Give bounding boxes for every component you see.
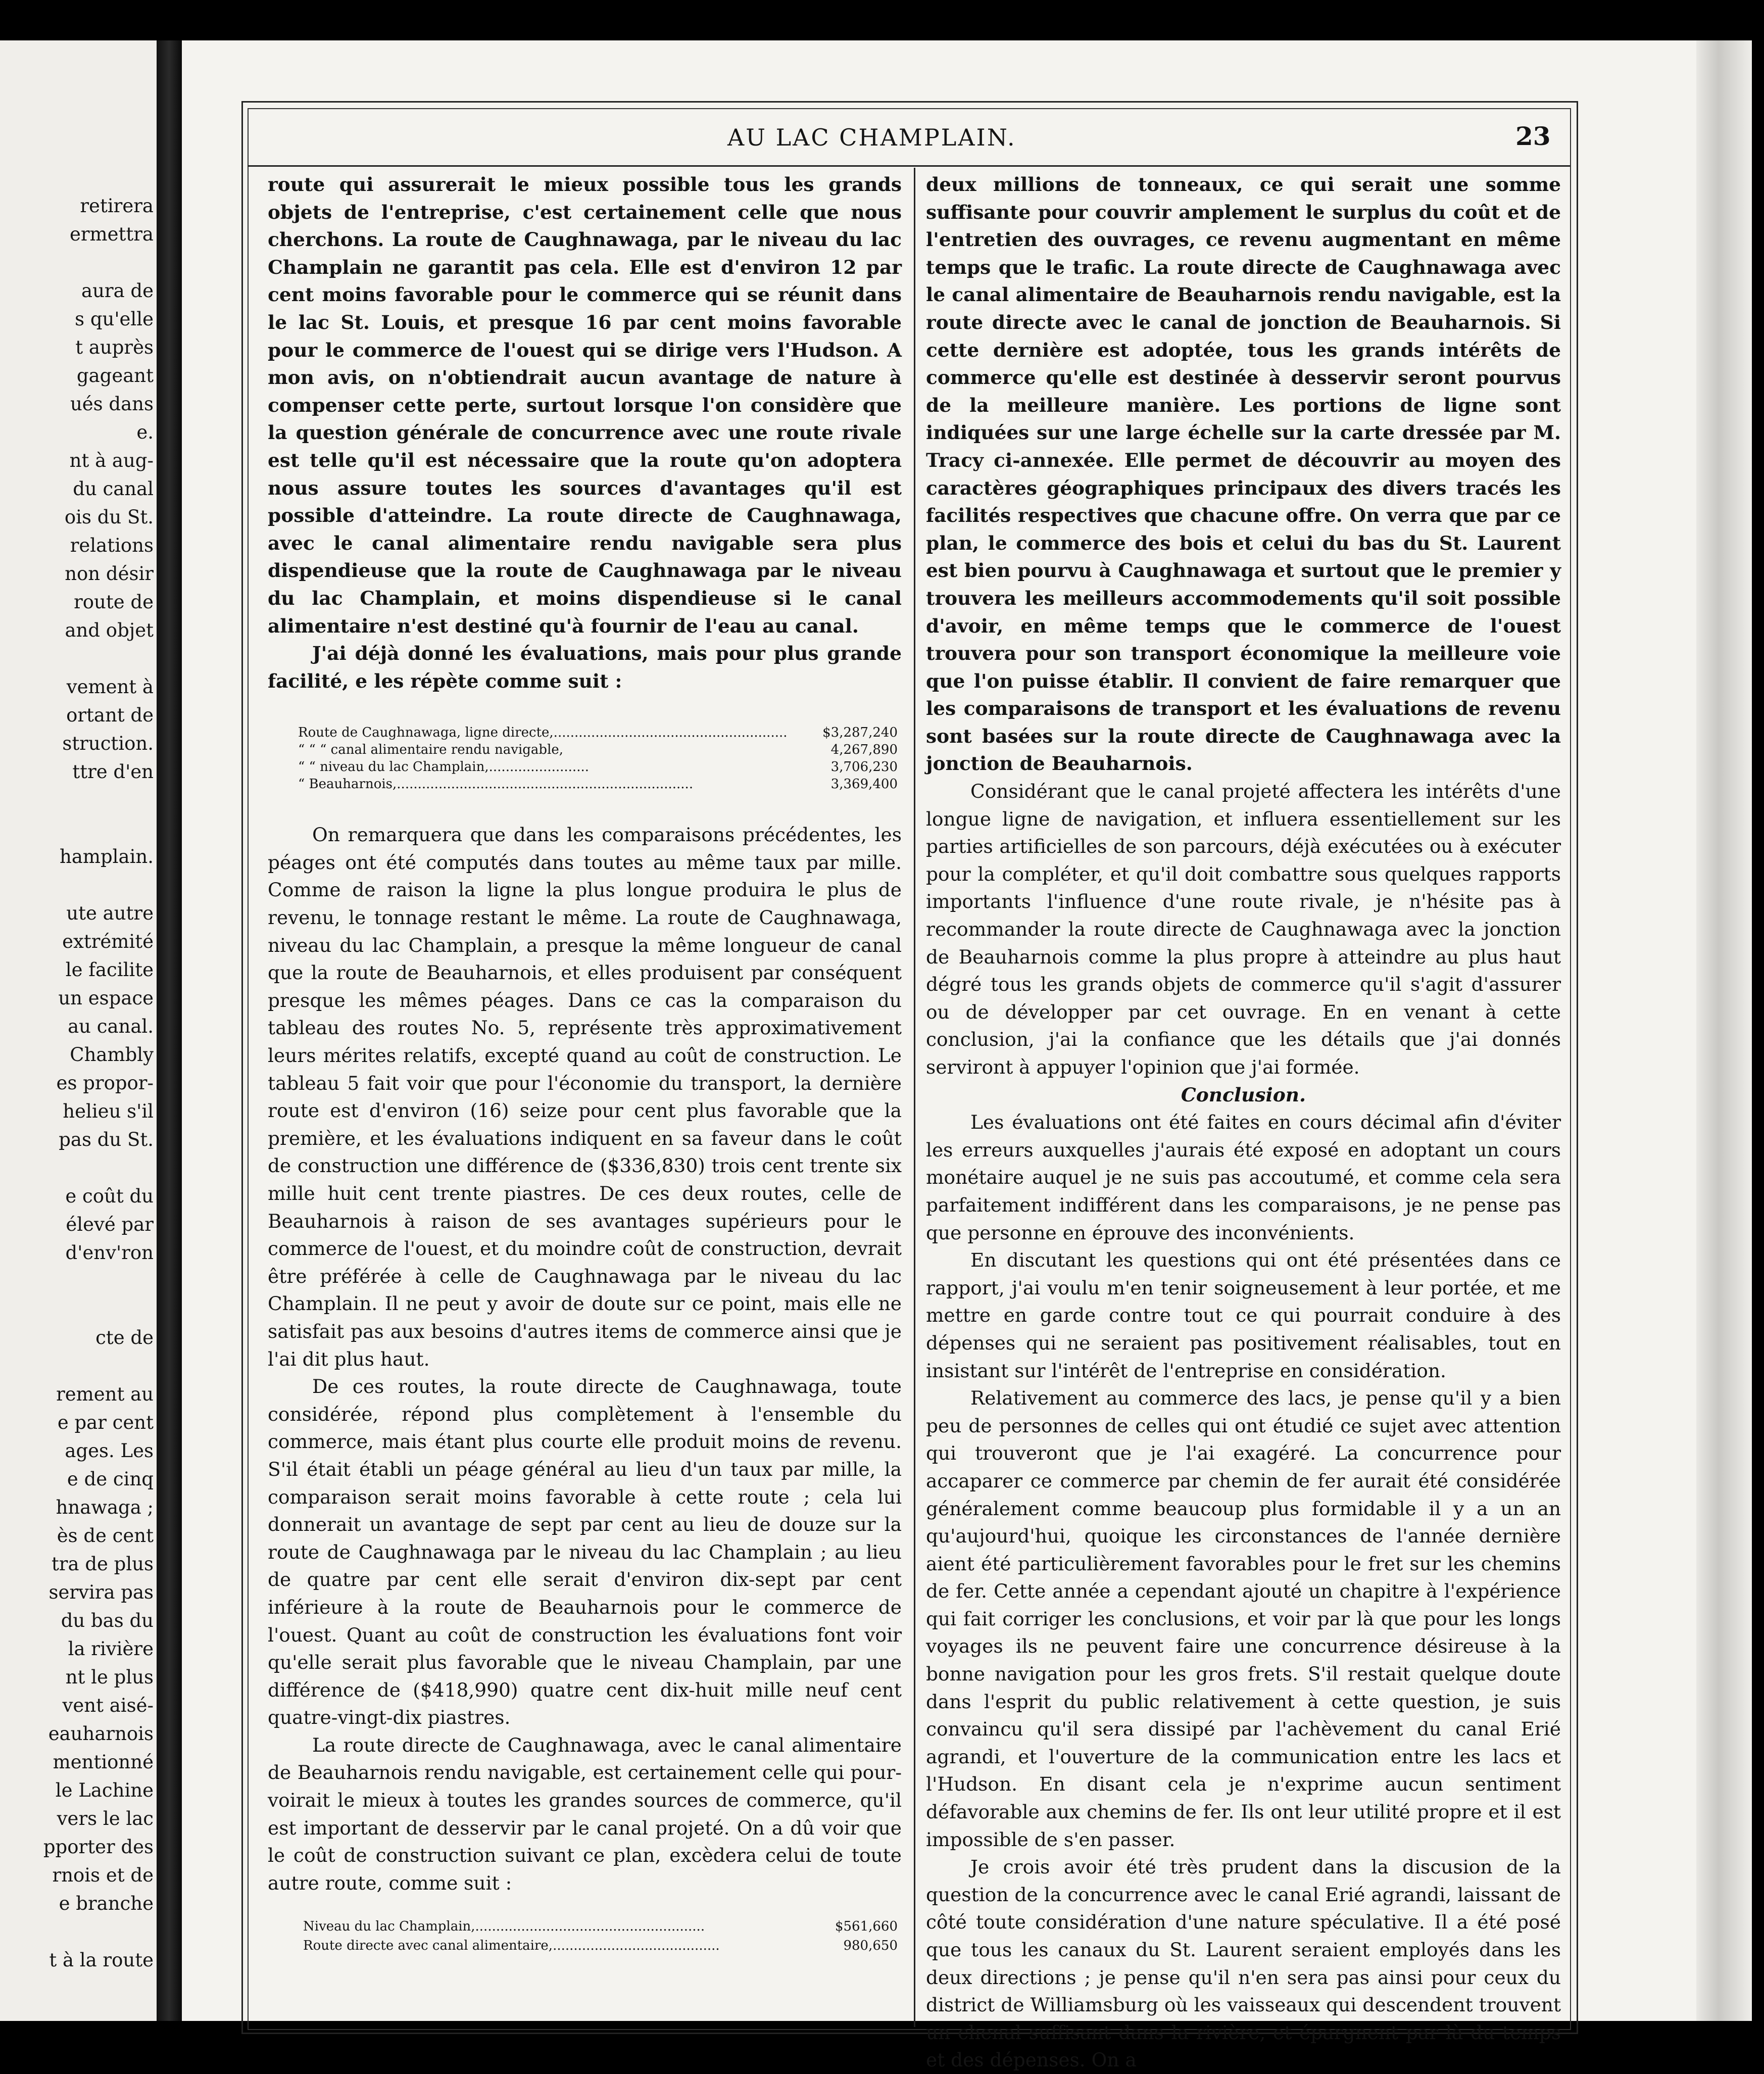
- facing-page-text: helieu s'il: [63, 1100, 154, 1122]
- facing-page-text: du bas du: [61, 1610, 154, 1631]
- facing-page-fragment: [0, 40, 157, 2021]
- table-row: [303, 1917, 902, 1936]
- facing-page-text: vement à: [66, 676, 154, 698]
- table-value: 980,650: [843, 1938, 898, 1954]
- page: [182, 40, 1696, 2071]
- facing-page-text: élevé par: [66, 1214, 154, 1235]
- paragraph: Relativement au commerce des lacs, je pense qu'il y a bien peu de personnes de celles qui ont étudié ce sujet avec attention qui trouveront que je l'ai exagéré. La concurrence pour accaparer ce commerce par chemin de fer aurait été considérée généralement comme beaucoup plus formidable il y a un an qu'aujourd'hui, quoique les circonstances de l'année dernière aient été particulièrement favorables pour le fret sur les chemins de fer. Cette année a cependant ajouté un chapitre à l'expérience qui fait corriger les conclusions, et voir par là que pour les longs voyages ils ne peuvent faire une concurrence désireuse à la bonne navigation pour les gros frets. S'il restait quelque doute dans l'esprit du public relativement à cette question, je suis convaincu qu'il sera dissipé par l'achèvement du canal Erié agrandi, et l'ouverture de la communication entre les lacs et l'Hudson. En disant cela je n'exprime aucun sentiment défavorable aux chemins de fer. Ils ont leur utilité propre et il est impossible de s'en passer.: [926, 1387, 1561, 1851]
- facing-page-text: non désir: [65, 563, 154, 585]
- paragraph: Les évaluations ont été faites en cours décimal afin d'éviter les erreurs auxquelles j'aurais été exposé en adoptant un cours monétaire auquel je ne suis pas accoutumé, et comme cela sera parfaitement indifférent dans les comparaisons, je ne pense pas que personne en éprouve des inconvénients.: [926, 1111, 1561, 1244]
- facing-page-text: cte de: [95, 1327, 154, 1348]
- table-row: [298, 741, 902, 758]
- facing-page-text: struction.: [62, 733, 154, 754]
- paragraph: La route directe de Caughnawaga, avec le canal alimentaire de Beauharnois rendu navigable, est certainement celle qui pourvoirait le mieux à toutes les grandes sources de commerce, qu'il est important de desservir par le canal projeté. On a dû voir que le coût de construction suivant ce plan, excèdera celui de toute autre route, comme suit :: [268, 1733, 902, 1894]
- right-column: [926, 171, 1561, 2074]
- facing-page-text: and objet: [65, 619, 154, 641]
- facing-page-text: un espace: [58, 987, 154, 1009]
- facing-page-text: d'env'ron: [65, 1242, 154, 1264]
- facing-page-text: Chambly: [70, 1044, 154, 1066]
- facing-page-text: e.: [136, 421, 154, 443]
- facing-page-text: du canal: [73, 478, 154, 500]
- facing-page-text: rnois et de: [52, 1864, 154, 1886]
- section-heading: Conclusion.: [1181, 1083, 1306, 1106]
- paragraph: route qui assurerait le mieux possible tous les grands objets de l'entreprise, c'est certainement celle que nous cherchons. La route de Caughnawaga, par le niveau du lac Champlain ne garantit pas cela. Elle est d'environ 12 par cent moins favorable pour le commerce qui se réunit dans le lac St. Louis, et presque 16 par cent moins favorable pour le commerce de l'ouest qui se dirige vers l'Hudson. A mon avis, on n'obtiendrait aucun avantage de nature à compenser cette perte, surtout lorsque l'on considère que la question générale de concurrence avec une route rivale est telle qu'il est nécessaire que la route qu'on adoptera nous assure toutes les sources d'avantages qu'il est possible d'atteindre. La route directe de Caughnawaga, avec le canal alimentaire rendu navigable sera plus dispendieuse que la route de Caughnawaga par le niveau du lac Champlain, et moins dispendieuse si le canal alimentaire n'est destiné qu'à fournir de l'eau au canal.: [268, 173, 902, 637]
- table-label: Route directe avec canal alimentaire,........................................: [303, 1938, 720, 1954]
- table-row: [298, 758, 902, 776]
- facing-page-text: servira pas: [48, 1581, 154, 1603]
- facing-page-text: ermettra: [69, 223, 154, 245]
- table-label: “ Beauharnois,.......................................................................: [298, 777, 694, 792]
- running-head: AU LAC CHAMPLAIN.: [727, 124, 1016, 151]
- table-value: $561,660: [835, 1919, 898, 1935]
- facing-page-text: rement au: [56, 1383, 154, 1405]
- cost-table: [268, 1917, 902, 1955]
- paragraph: Je crois avoir été très prudent dans la discusion de la question de la concurrence avec le canal Erié agrandi, laissant de côté toute considération d'une nature spéculative. Il a été posé que tous les canaux du St. Laurent seraient employés dans les deux directions ; je pense qu'il n'en sera pas ainsi pour ceux du district de Williamsburg où les vaisseaux qui descendent trouvent un chenal suffisant dans la rivière, et épargnent par là du temps et des dépenses. On a: [926, 1856, 1561, 2071]
- facing-page-text: e coût du: [65, 1185, 154, 1207]
- facing-page-text: es propor-: [56, 1072, 154, 1094]
- facing-page-text: gageant: [76, 365, 154, 387]
- facing-page-text: retirera: [80, 195, 154, 217]
- facing-page-text: ortant de: [66, 704, 154, 726]
- table-value: 3,369,400: [830, 777, 898, 792]
- facing-page-text: ès de cent: [57, 1525, 154, 1547]
- facing-page-text: ois du St.: [64, 506, 154, 528]
- table-row: [303, 1936, 902, 1955]
- facing-page-text: aura de: [81, 280, 154, 302]
- table-label: Niveau du lac Champlain,.......................................................: [303, 1919, 705, 1935]
- facing-page-text: vent aisé-: [62, 1695, 154, 1716]
- header-rule: [248, 165, 1570, 167]
- facing-page-text: e de cinq: [67, 1468, 154, 1490]
- table-label: “ “ “ canal alimentaire rendu navigable,: [298, 742, 564, 758]
- facing-page-text: s qu'elle: [75, 308, 154, 330]
- table-row: [298, 724, 902, 741]
- table-label: Route de Caughnawaga, ligne directe,........................................................: [298, 725, 788, 741]
- facing-page-text: t auprès: [75, 336, 154, 358]
- facing-page-text: hnawaga ;: [56, 1497, 154, 1518]
- facing-page-text: le Lachine: [55, 1779, 154, 1801]
- facing-page-text: nt le plus: [65, 1666, 154, 1688]
- facing-page-text: tra de plus: [51, 1553, 154, 1575]
- facing-page-text: vers le lac: [57, 1808, 154, 1829]
- facing-page-text: hamplain.: [60, 846, 154, 867]
- table-value: 4,267,890: [830, 742, 898, 758]
- column-rule: [914, 168, 915, 2027]
- facing-page-text: ttre d'en: [72, 761, 154, 783]
- facing-page-text: la rivière: [68, 1638, 154, 1660]
- facing-page-text: route de: [74, 591, 154, 613]
- facing-page-text: ute autre: [66, 902, 154, 924]
- page-number: 23: [1515, 121, 1551, 151]
- facing-page-text: ages. Les: [65, 1440, 154, 1462]
- facing-page-text: nt à aug-: [69, 450, 154, 471]
- facing-page-text: relations: [70, 535, 154, 556]
- paragraph: deux millions de tonneaux, ce qui serait une somme suffisante pour couvrir amplement le surplus du coût et de l'entretien des ouvrages, ce revenu augmentant en même temps que le trafic. La route directe de Caughnawaga avec le canal alimentaire de Beauharnois rendu navigable, est la route directe avec le canal de jonction de Beauharnois. Si cette dernière est adoptée, tous les grands intérêts de commerce qu'elle est destinée à desservir seront pourvus de la meilleure manière. Les portions de ligne sont indiquées sur une large échelle sur la carte dressée par M. Tracy ci-annexée. Elle permet de découvrir au moyen des caractères géographiques principaux des divers tracés les facilités respectives que chacune offre. On verra que par ce plan, le commerce des bois et celui du bas du St. Laurent est bien pourvu à Caughnawaga et surtout que le premier y trouvera les meilleurs accommodements qu'il soit possible d'avoir, en même temps que le commerce de l'ouest trouvera pour son transport économique la meilleure voie que l'on puisse établir. Il convient de faire remarquer que les comparaisons de transport et les évaluations de revenu sont basées sur la route directe de Caughnawaga avec la jonction de Beauharnois.: [926, 173, 1561, 775]
- facing-page-text: au canal.: [68, 1016, 154, 1037]
- estimates-table: [268, 724, 902, 793]
- facing-page-text: t à la route: [49, 1949, 154, 1971]
- paragraph: J'ai déjà donné les évaluations, mais pour plus grande facilité, e les répète comme suit :: [268, 642, 902, 692]
- table-label: “ “ niveau du lac Champlain,........................: [298, 759, 589, 775]
- table-row: [298, 776, 902, 793]
- paragraph: En discutant les questions qui ont été présentées dans ce rapport, j'ai voulu m'en tenir soigneusement à leur portée, et me mettre en garde contre tout ce qui pourrait conduire à des dépenses qui ne seraient pas positivement réalisables, tout en insistant sur l'intérêt de l'entreprise en considération.: [926, 1249, 1561, 1382]
- table-value: 3,706,230: [830, 759, 898, 775]
- paragraph: De ces routes, la route directe de Caughnawaga, toute considérée, répond plus complètement à l'ensemble du commerce, mais étant plus courte elle produit moins de revenu. S'il était établi un péage général au lieu d'un taux par mille, la comparaison serait moins favorable à cette route ; cela lui donnerait un avantage de sept par cent au lieu de douze sur la route de Caughnawaga par le niveau du lac Champlain ; au lieu de quatre par cent elle serait d'environ dix-sept par cent inférieure à la route de Beauharnois pour le commerce de l'ouest. Quant au coût de construction les évaluations font voir qu'elle serait plus favorable que le niveau Champlain, par une différence de ($418,990) quatre cent dix-huit mille neuf cent quatre-vingt-dix piastres.: [268, 1375, 902, 1729]
- facing-page-text: e par cent: [57, 1412, 154, 1433]
- facing-page-text: le facilite: [65, 959, 154, 981]
- table-value: $3,287,240: [822, 725, 898, 741]
- page-edge: [1696, 40, 1752, 2021]
- paragraph: Considérant que le canal projeté affectera les intérêts d'une longue ligne de navigation, et influera essentiellement sur les parties artificielles de son parcours, déjà exécutées ou à exécuter pour la compléter, et qu'il doit combattre sous quelques rapports importants l'influence d'une route rivale, je n'hésite pas à recommander la route directe de Caughnawaga avec la jonction de Beauharnois comme la plus propre à atteindre au plus haut dégré tous les grands objets de commerce qu'il s'agit d'assurer ou de développer par cet ouvrage. En en venant à cette conclusion, j'ai la confiance que les détails que j'ai donnés serviront à appuyer l'opinion que j'ai formée.: [926, 780, 1561, 1078]
- facing-page-text: pas du St.: [59, 1129, 154, 1150]
- book-gutter: [157, 40, 182, 2021]
- facing-page-text: pporter des: [43, 1836, 154, 1858]
- paragraph: On remarquera que dans les comparaisons précédentes, les péages ont été computés dans toutes au même taux par mille. Comme de raison la ligne la plus longue produira le plus de revenu, le tonnage restant le même. La route de Caughnawaga, niveau du lac Champlain, a presque la même longueur de canal que la route de Beauharnois, et elles produisent par conséquent presque les mêmes péages. Dans ce cas la comparaison du tableau des routes No. 5, représente très approximativement leurs mérites relatifs, excepté quand au coût de construction. Le tableau 5 fait voir que pour l'économie du transport, la dernière route est d'environ (16) seize pour cent plus favorable que la première, et les évaluations indiquent en sa faveur dans le coût de construction une différence de ($336,830) trois cent trente six mille huit cent trente piastres. De ces deux routes, celle de Beauharnois à raison de ses avantages supérieurs pour le commerce de l'ouest, et du moindre coût de construction, devrait être préférée à celle de Caughnawaga par le niveau du lac Champlain. Il ne peut y avoir de doute sur ce point, mais elle ne satisfait pas aux besoins d'autres items de commerce ainsi que je l'ai dit plus haut.: [268, 824, 902, 1370]
- left-column: [268, 171, 902, 1955]
- facing-page-text: mentionné: [53, 1751, 154, 1773]
- facing-page-text: ués dans: [70, 393, 154, 415]
- facing-page-text: extrémité: [62, 931, 154, 952]
- facing-page-text: eauharnois: [48, 1723, 154, 1745]
- facing-page-text: e branche: [59, 1893, 154, 1914]
